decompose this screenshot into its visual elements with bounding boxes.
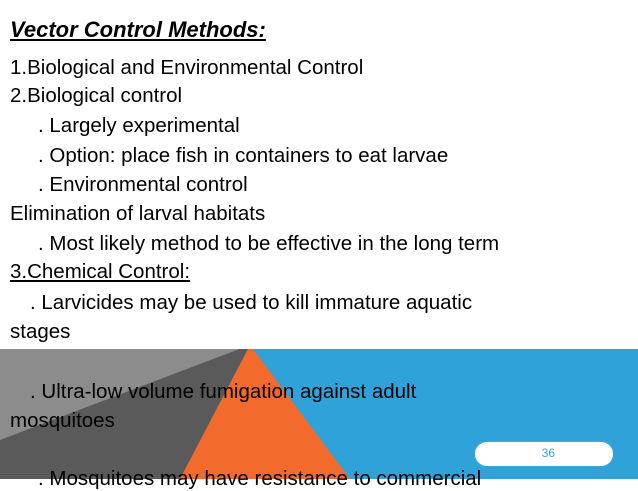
page-number: 36 [541,446,555,460]
text-line: 1.Biological and Environmental Control [10,56,364,79]
text-line: . Ultra-low volume fumigation against adult [30,380,417,403]
text-line: . Option: place fish in containers to eat larvae [38,144,449,167]
slide-title: Vector Control Methods: [10,17,266,42]
text-line: . Mosquitoes may have resistance to commercial [38,467,482,490]
text-line: . Most likely method to be effective in the long term [38,232,500,255]
text-line: mosquitoes [10,409,115,432]
text-line: stages [10,320,71,343]
text-line: 3.Chemical Control: [10,260,191,283]
page-number-badge [474,441,614,467]
text-line: . Larvicides may be used to kill immature aquatic [30,291,473,314]
text-line: 2.Biological control [10,84,183,107]
text-line: Elimination of larval habitats [10,202,266,225]
text-line: . Largely experimental [38,114,240,137]
text-line: . Environmental control [38,173,248,196]
